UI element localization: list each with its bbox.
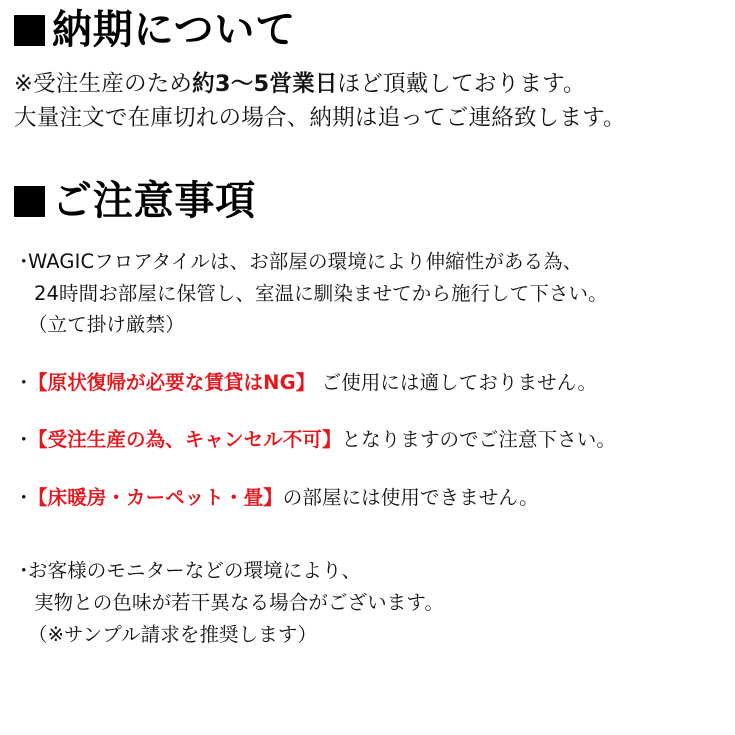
note-line: 24時間お部屋に保管し、室温に馴染ませてから施行して下さい。: [34, 281, 608, 305]
delivery-line1-pre: ※受注生産のため: [14, 70, 193, 97]
note-line: （※サンプル請求を推奨します）: [28, 622, 318, 646]
bullet-dot-icon: ・: [14, 428, 34, 452]
note-text: ご使用には適しておりません。: [315, 370, 598, 394]
section-heading-notes-label: ご注意事項: [52, 178, 256, 225]
note-line: [28, 482, 721, 514]
note-body: [28, 555, 721, 650]
bullet-dot-icon: ・: [14, 559, 34, 583]
note-line: [28, 367, 721, 399]
delivery-paragraph: [14, 67, 721, 135]
list-item: [14, 555, 721, 650]
note-body: [28, 246, 721, 341]
delivery-paragraph-line-2: [14, 101, 721, 135]
note-line: （立て掛け厳禁）: [28, 313, 185, 337]
bullet-dot-icon: ・: [14, 485, 34, 509]
list-item: [14, 367, 721, 399]
section-heading-notes: [14, 179, 721, 224]
note-text: となりますのでご注意下さい。: [341, 428, 616, 452]
section-heading-delivery: [14, 8, 721, 53]
list-item: [14, 482, 721, 514]
note-text: の部屋には使用できません。: [282, 485, 539, 509]
note-body: [28, 424, 721, 456]
note-body: [28, 482, 721, 514]
delivery-line2-pre: 大量注文で在庫切れの場合、納期は追ってご連絡致します。: [14, 104, 626, 131]
delivery-paragraph-line-1: [14, 67, 721, 101]
list-item: [14, 246, 721, 341]
note-line: お客様のモニターなどの環境により、: [28, 559, 362, 583]
note-highlight: 【原状復帰が必要な賃貸はNG】: [28, 370, 316, 394]
note-line: 実物との色味が若干異なる場合がございます。: [34, 591, 444, 615]
list-item: [14, 424, 721, 456]
note-body: [28, 367, 721, 399]
delivery-line1-emphasis: 約3〜5営業日: [192, 70, 338, 97]
note-highlight: 【受注生産の為、キャンセル不可】: [28, 428, 342, 452]
bullet-dot-icon: ・: [14, 370, 34, 394]
note-highlight: 【床暖房・カーペット・畳】: [28, 485, 283, 509]
bullet-dot-icon: ・: [14, 249, 34, 273]
note-line: [28, 424, 721, 456]
section-heading-delivery-label: 納期について: [52, 7, 296, 53]
black-square-bullet-icon: [14, 15, 45, 46]
note-line: WAGICフロアタイルは、お部屋の環境により伸縮性がある為、: [28, 249, 583, 273]
notes-list: [14, 246, 721, 650]
black-square-bullet-icon: [14, 186, 45, 217]
delivery-line1-post: ほど頂戴しております。: [337, 70, 586, 97]
